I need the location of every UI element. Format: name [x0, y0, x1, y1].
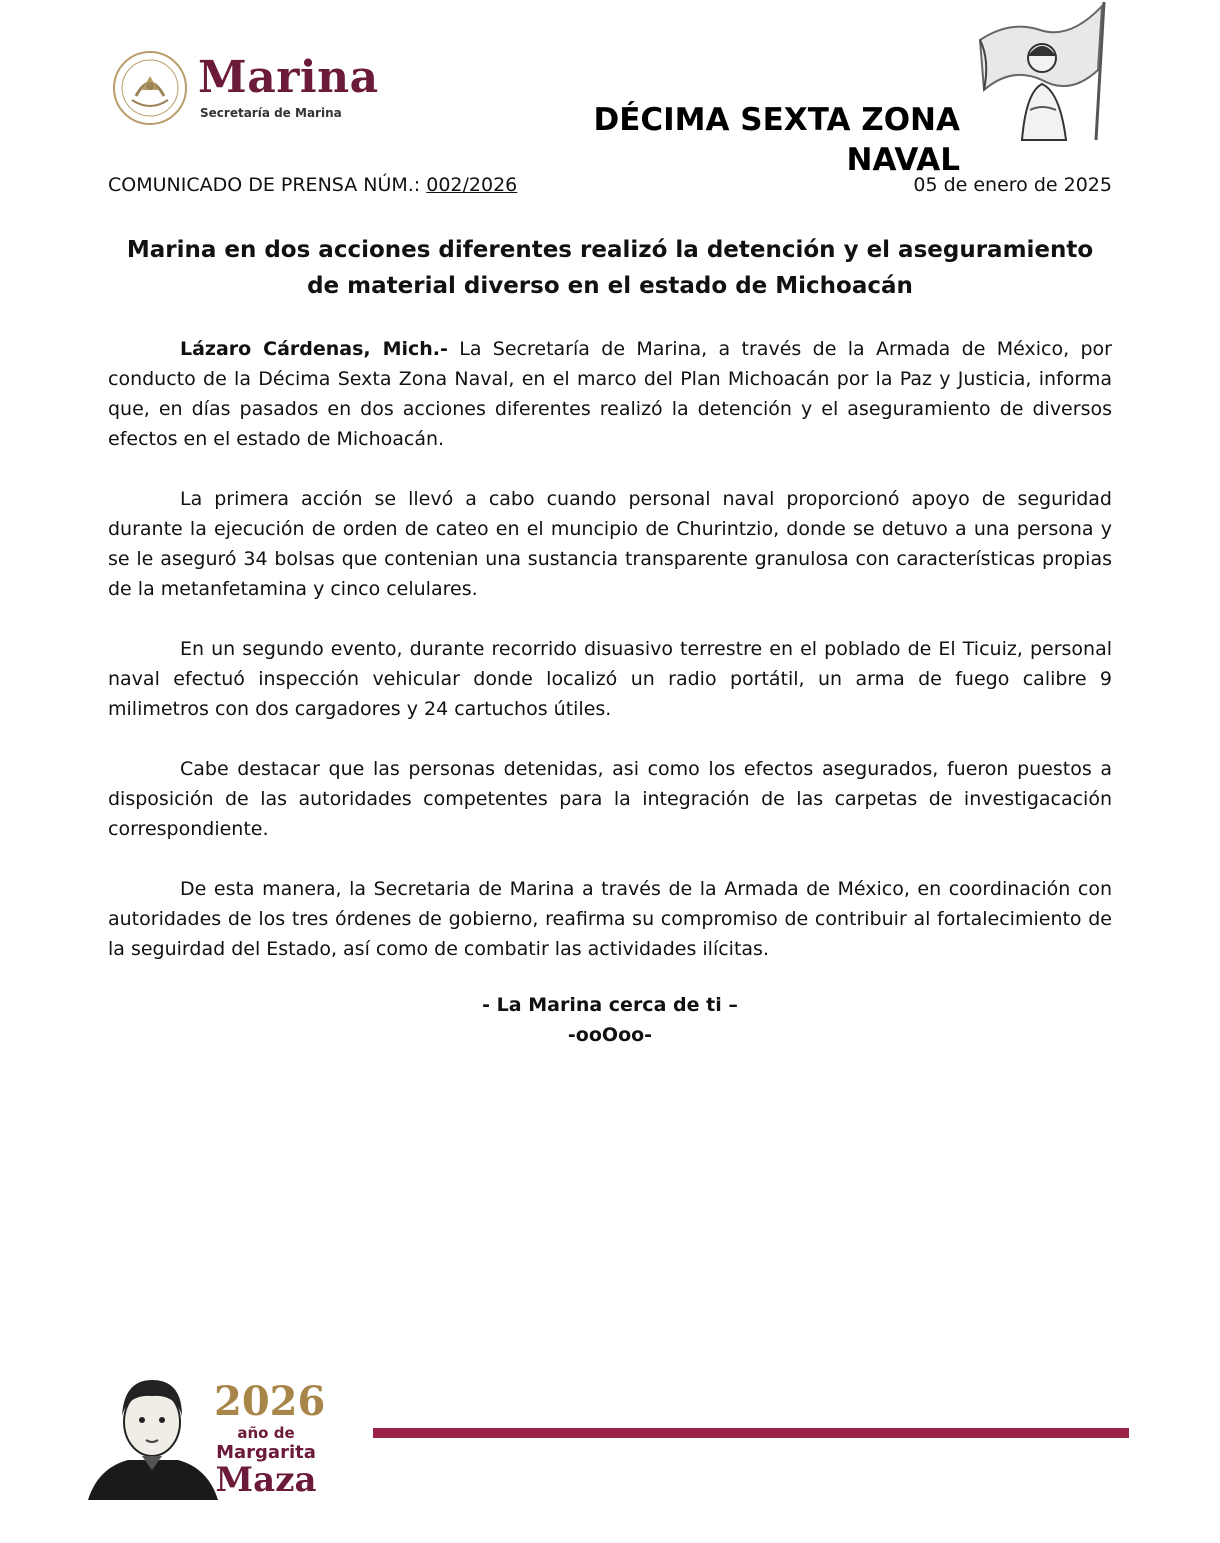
margarita-maza-portrait-icon	[88, 1372, 218, 1500]
flag-woman-illustration-icon	[970, 0, 1112, 142]
dateline: Lázaro Cárdenas, Mich.-	[180, 338, 448, 360]
paragraph: Cabe destacar que las personas detenidas, asi como los efectos asegurados, fueron puestos a disposición de las autoridades competentes para la integración de las carpetas de investigacación correspondiente.	[108, 758, 1112, 840]
article-body	[108, 334, 1112, 994]
brand-name: Marina	[198, 52, 379, 103]
zone-title: DÉCIMA SEXTA ZONA NAVAL	[593, 102, 960, 178]
end-mark: -ooOoo-	[567, 1024, 653, 1046]
footer-text-margarita: Margarita	[216, 1442, 316, 1463]
release-number-line	[108, 174, 517, 196]
paragraph: En un segundo evento, durante recorrido disuasivo terrestre en el poblado de El Ticuiz, personal naval efectuó inspección vehicular donde localizó un radio portátil, un arma de fuego calibre 9 milimetros con dos cargadores y 24 cartuchos útiles.	[108, 638, 1112, 720]
footer-divider-bar	[373, 1428, 1129, 1438]
footer-text-maza: Maza	[215, 1460, 317, 1500]
release-number-label: COMUNICADO DE PRENSA NÚM.:	[108, 174, 427, 196]
paragraph: De esta manera, la Secretaria de Marina a través de la Armada de México, en coordinación con autoridades de los tres órdenes de gobierno, reafirma su compromiso de contribuir al fortalecimiento de la seguirdad del Estado, así como de combatir las actividades ilícitas.	[108, 878, 1112, 960]
headline: Marina en dos acciones diferentes realizó la detención y el aseguramiento de material diverso en el estado de Michoacán	[126, 237, 1094, 299]
paragraph	[108, 334, 1112, 454]
release-date: 05 de enero de 2025	[913, 174, 1112, 196]
paragraph-text: La Secretaría de Marina, a través de la Armada de México, por conducto de la Décima Sexta Zona Naval, en el marco del Plan Michoacán por la Paz y Justicia, informa que, en días pasados en dos acciones diferentes realizó la detención y el aseguramiento de diversos efectos en el estado de Michoacán.	[108, 338, 1112, 450]
footer-year: 2026	[214, 1378, 326, 1425]
brand-subtitle: Secretaría de Marina	[200, 106, 342, 120]
slogan: - La Marina cerca de ti –	[482, 994, 738, 1016]
press-release-meta	[108, 174, 1112, 204]
national-seal-icon	[112, 50, 188, 126]
marina-logo	[112, 50, 392, 130]
footer-text-ano-de: año de	[237, 1424, 295, 1442]
closing-block	[108, 990, 1112, 1050]
paragraph: La primera acción se llevó a cabo cuando personal naval proporcionó apoyo de seguridad durante la ejecución de orden de cateo en el muncipio de Churintzio, donde se detuvo a una persona y se le aseguró 34 bolsas que contenian una sustancia transparente granulosa con características propias de la metanfetamina y cinco celulares.	[108, 488, 1112, 600]
release-number: 002/2026	[426, 174, 518, 196]
